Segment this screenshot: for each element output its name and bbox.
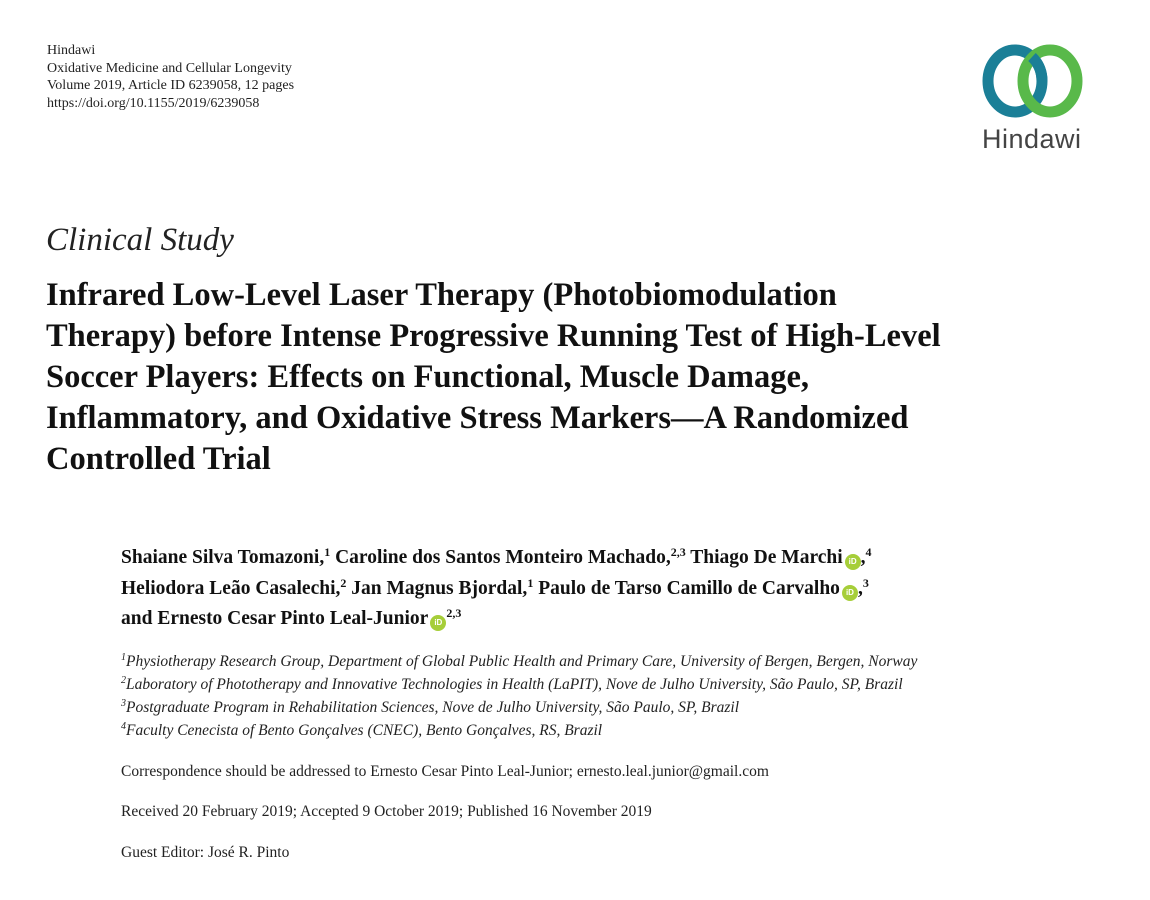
affiliation-text: Faculty Cenecista of Bento Gonçalves (CNEC), Bento Gonçalves, RS, Brazil xyxy=(126,722,603,739)
correspondence: Correspondence should be addressed to Ernesto Cesar Pinto Leal-Junior; ernesto.leal.junior@gmail.com xyxy=(121,763,769,780)
volume-info: Volume 2019, Article ID 6239058, 12 pages xyxy=(47,78,295,93)
journal-name: Oxidative Medicine and Cellular Longevity xyxy=(47,60,292,76)
doi-link[interactable]: https://doi.org/10.1155/2019/6239058 xyxy=(47,95,260,111)
author-name[interactable]: Paulo de Tarso Camillo de Carvalho xyxy=(538,577,840,599)
affiliation xyxy=(121,650,917,673)
hindawi-logo-icon xyxy=(980,40,1086,122)
author-line xyxy=(121,574,1121,605)
author-name[interactable]: Heliodora Leão Casalechi, xyxy=(121,577,341,599)
title-line: Infrared Low-Level Laser Therapy (Photobiomodulation xyxy=(46,277,837,313)
author-line xyxy=(121,543,1121,574)
title-line: Soccer Players: Effects on Functional, Muscle Damage, xyxy=(46,359,809,395)
author-affil-sup: 1 xyxy=(527,575,534,590)
affiliation-list xyxy=(121,650,917,742)
author-name[interactable]: Jan Magnus Bjordal, xyxy=(351,577,528,599)
affiliation xyxy=(121,696,917,719)
author-name[interactable]: Thiago De Marchi xyxy=(690,547,843,568)
affiliation xyxy=(121,673,917,696)
affiliation-text: Postgraduate Program in Rehabilitation Sciences, Nove de Julho University, São Paulo, SP, Brazil xyxy=(126,699,740,716)
author-affil-sup: 2,3 xyxy=(446,606,462,620)
guest-editor: Guest Editor: José R. Pinto xyxy=(121,844,290,861)
author-affil-sup: 2 xyxy=(340,575,347,590)
article-title xyxy=(46,275,1106,480)
title-line: Inflammatory, and Oxidative Stress Markers—A Randomized xyxy=(46,400,909,436)
affiliation-number: 2 xyxy=(121,675,126,686)
author-affil-sup: 3 xyxy=(862,575,869,590)
orcid-icon[interactable]: iD xyxy=(845,554,861,570)
author-list xyxy=(121,543,1121,635)
affiliation-text: Laboratory of Phototherapy and Innovative Technologies in Health (LaPIT), Nove de Julho University, São Paulo, SP, Brazil xyxy=(126,676,903,693)
affiliation-text: Physiotherapy Research Group, Department of Global Public Health and Primary Care, University of Bergen, Bergen, Norway xyxy=(126,653,918,670)
author-affil-sup: 2,3 xyxy=(670,545,686,559)
author-line xyxy=(121,604,1121,635)
affiliation xyxy=(121,719,917,742)
author-affil-sup: 4 xyxy=(865,545,872,559)
affiliation-number: 1 xyxy=(121,652,126,663)
title-line: Therapy) before Intense Progressive Running Test of High-Level xyxy=(46,318,941,354)
study-type: Clinical Study xyxy=(46,222,234,258)
author-separator: , xyxy=(857,577,863,599)
author-separator: , xyxy=(860,547,866,568)
affiliation-number: 4 xyxy=(121,721,126,732)
publisher-name: Hindawi xyxy=(47,43,96,58)
logo-text: Hindawi xyxy=(982,124,1082,154)
title-line: Controlled Trial xyxy=(46,441,271,477)
author-affil-sup: 1 xyxy=(324,545,331,559)
journal-meta xyxy=(47,42,294,112)
hindawi-logo xyxy=(968,40,1098,155)
publication-dates: Received 20 February 2019; Accepted 9 October 2019; Published 16 November 2019 xyxy=(121,803,652,820)
author-name[interactable]: Shaiane Silva Tomazoni, xyxy=(121,547,325,568)
author-name[interactable]: Caroline dos Santos Monteiro Machado, xyxy=(335,547,671,568)
author-name[interactable]: and Ernesto Cesar Pinto Leal-Junior xyxy=(121,608,429,629)
orcid-icon[interactable]: iD xyxy=(842,585,858,601)
orcid-icon[interactable]: iD xyxy=(430,615,446,631)
affiliation-number: 3 xyxy=(121,698,126,709)
